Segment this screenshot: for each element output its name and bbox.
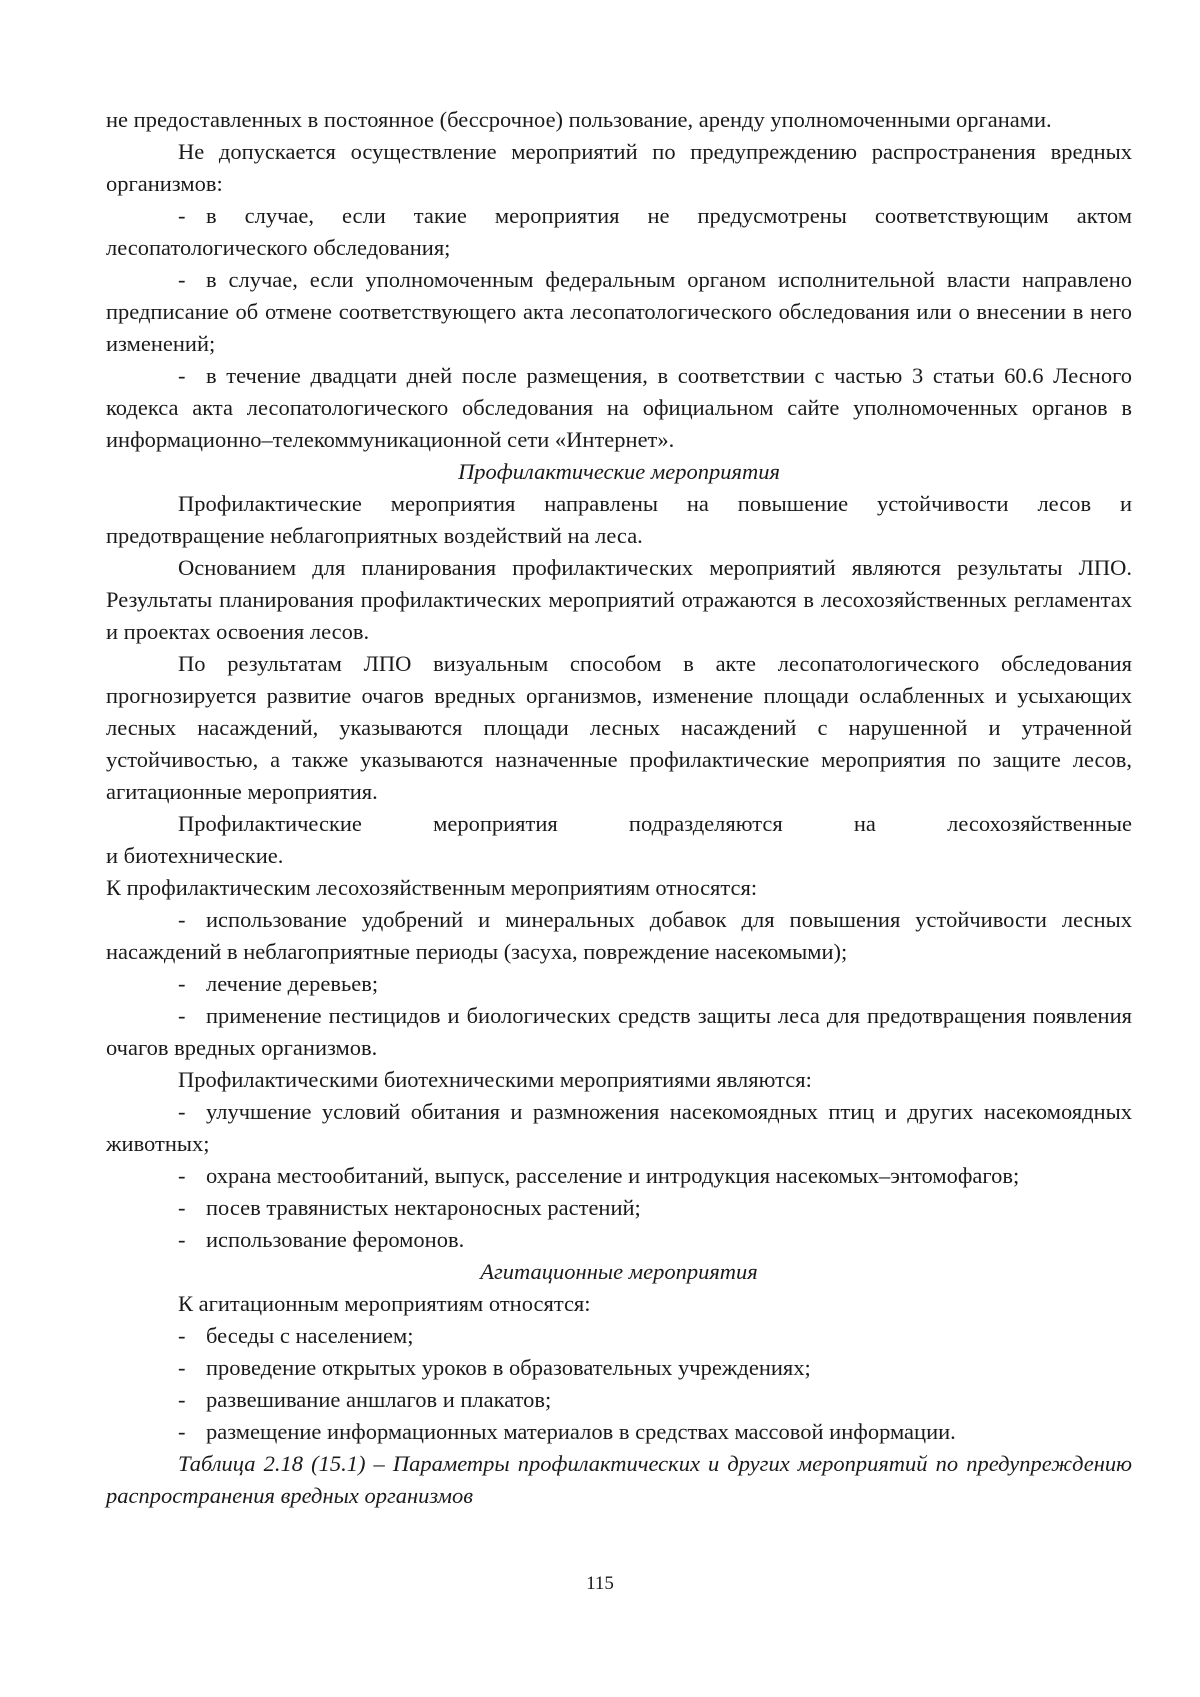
dash-marker: - — [178, 1387, 186, 1412]
list-item: - лечение деревьев; — [106, 968, 1132, 1000]
paragraph: По результатам ЛПО визуальным способом в акте лесопатологического обследования прогнозируется развитие очагов вредных организмов, изменение площади ослабленных и усыхающих лесных насаждений, указываются площади лесных насаждений с нарушенной и утраченной устойчивостью, а также указываются назначенные профилактические мероприятия по защите лесов, агитационные мероприятия. — [106, 651, 1132, 804]
dash-marker: - — [178, 1099, 186, 1124]
list-item: - развешивание аншлагов и плакатов; — [106, 1384, 1132, 1416]
paragraph: Профилактическими биотехническими мероприятиями являются: — [178, 1067, 812, 1092]
paragraph-spread-line: Профилактические мероприятия подразделяются на лесохозяйственные — [178, 811, 1132, 836]
list-item: - проведение открытых уроков в образовательных учреждениях; — [106, 1352, 1132, 1384]
list-item: - охрана местообитаний, выпуск, расселение и интродукция насекомых–энтомофагов; — [106, 1160, 1132, 1192]
dash-marker: - — [178, 971, 186, 996]
page-content — [106, 104, 1132, 1512]
paragraph: К агитационным мероприятиям относятся: — [178, 1291, 591, 1316]
dash-marker: - — [178, 1163, 186, 1188]
dash-marker: - — [178, 1419, 186, 1444]
section-heading-preventive: Профилактические мероприятия — [458, 459, 780, 484]
dash-marker: - — [178, 363, 186, 388]
table-caption: Таблица 2.18 (15.1) – Параметры профилактических и других мероприятий по предупреждению распространения вредных организмов — [106, 1451, 1132, 1508]
dash-marker: - — [178, 1003, 186, 1028]
dash-marker: - — [178, 1227, 186, 1252]
list-item: - посев травянистых нектароносных растений; — [106, 1192, 1132, 1224]
list-item: - использование удобрений и минеральных добавок для повышения устойчивости лесных насаждений в неблагоприятные периоды (засуха, повреждение насекомыми); — [106, 904, 1132, 968]
dash-marker: - — [178, 203, 186, 228]
dash-marker: - — [178, 1195, 186, 1220]
dash-marker: - — [178, 267, 186, 292]
paragraph-continued: и биотехнические. — [106, 843, 284, 868]
dash-marker: - — [178, 907, 186, 932]
list-item: - в случае, если уполномоченным федеральным органом исполнительной власти направлено предписание об отмене соответствующего акта лесопатологического обследования или о внесении в него изменений; — [106, 264, 1132, 360]
page-number: 115 — [586, 1573, 614, 1594]
paragraph-continued: не предоставленных в постоянное (бессрочное) пользование, аренду уполномоченными органами. — [106, 107, 1052, 132]
paragraph: К профилактическим лесохозяйственным мероприятиям относятся: — [106, 875, 758, 900]
section-heading-agitation: Агитационные мероприятия — [480, 1259, 758, 1284]
paragraph: Профилактические мероприятия направлены на повышение устойчивости лесов и предотвращение неблагоприятных воздействий на леса. — [106, 491, 1132, 548]
list-item: - беседы с населением; — [106, 1320, 1132, 1352]
list-item: - улучшение условий обитания и размножения насекомоядных птиц и других насекомоядных животных; — [106, 1096, 1132, 1160]
list-item: - в течение двадцати дней после размещения, в соответствии с частью 3 статьи 60.6 Лесного кодекса акта лесопатологического обследования на официальном сайте уполномоченных органов в информационно–телекоммуникационной сети «Интернет». — [106, 360, 1132, 456]
list-item: - размещение информационных материалов в средствах массовой информации. — [106, 1416, 1132, 1448]
list-item: - в случае, если такие мероприятия не предусмотрены соответствующим актом лесопатологического обследования; — [106, 200, 1132, 264]
list-item: - применение пестицидов и биологических средств защиты леса для предотвращения появления очагов вредных организмов. — [106, 1000, 1132, 1064]
dash-marker: - — [178, 1323, 186, 1348]
paragraph: Основанием для планирования профилактических мероприятий являются результаты ЛПО. Результаты планирования профилактических мероприятий отражаются в лесохозяйственных регламентах и проектах освоения лесов. — [106, 555, 1132, 644]
dash-marker: - — [178, 1355, 186, 1380]
paragraph-not-allowed: Не допускается осуществление мероприятий по предупреждению распространения вредных организмов: — [106, 139, 1132, 196]
list-item: - использование феромонов. — [106, 1224, 1132, 1256]
